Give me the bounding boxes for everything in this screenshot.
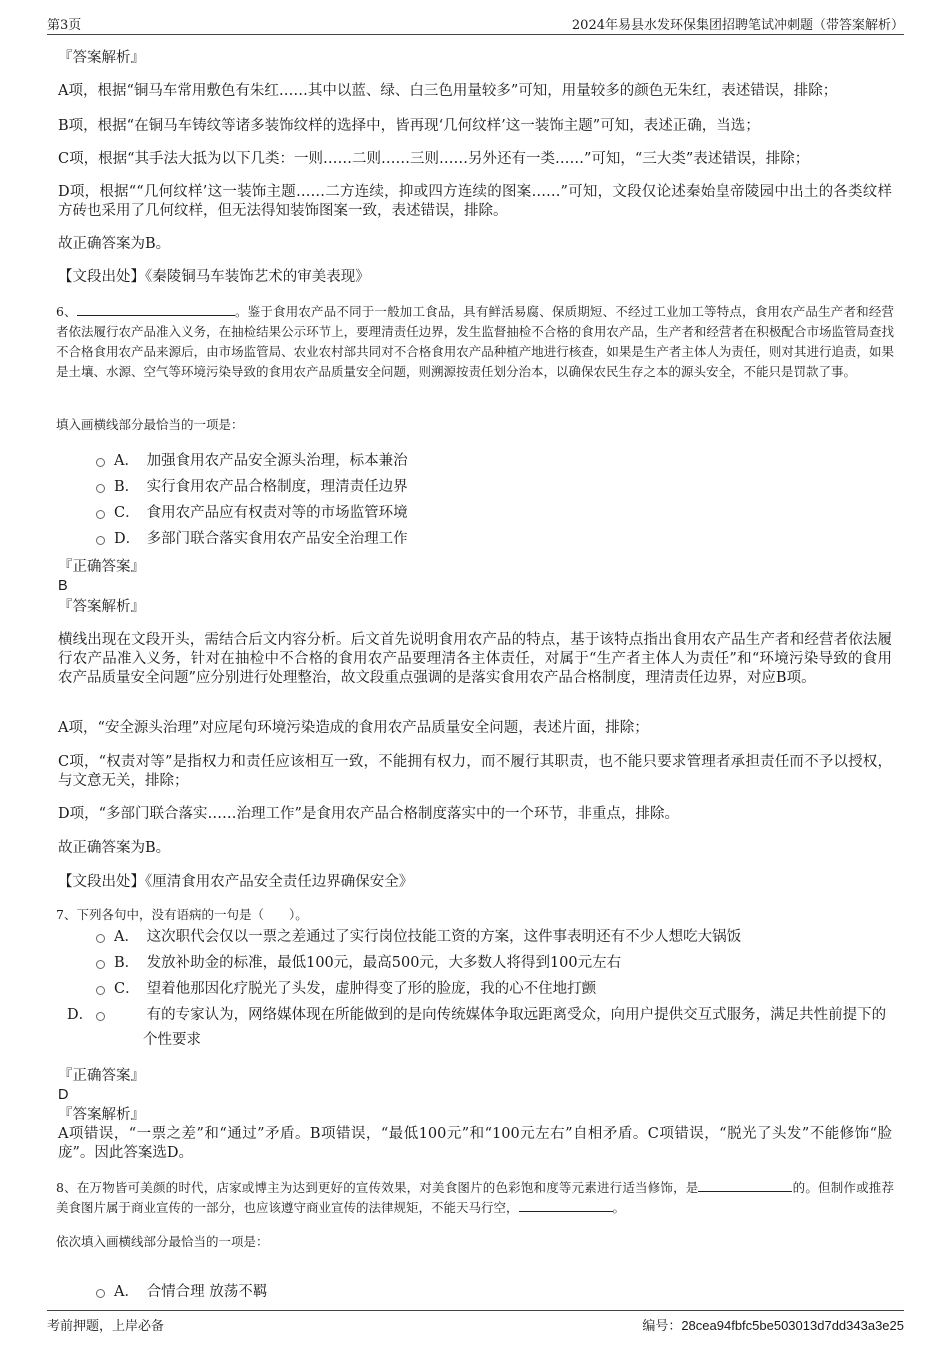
q7-answer: D <box>58 1087 69 1103</box>
q8-blank-1 <box>698 1179 792 1192</box>
q8-option-a[interactable]: A． 合情合理 放荡不羁 <box>96 1280 892 1305</box>
page-footer <box>47 1310 904 1335</box>
q5-analysis-label: 『答案解析』 <box>58 50 145 66</box>
q6-number: 6、 <box>56 304 77 319</box>
q7-answer-label: 『正确答案』 <box>58 1068 145 1084</box>
q7-option-b[interactable]: B． 发放补助金的标准，最低100元，最高500元，大多数人将得到100元左右 <box>96 951 892 976</box>
q5-source: 【文段出处】《秦陵铜马车装饰艺术的审美表现》 <box>58 269 370 285</box>
q6-blank <box>77 303 235 316</box>
q6-prompt: 填入画横线部分最恰当的一项是： <box>56 417 244 432</box>
q6-option-d[interactable]: D． 多部门联合落实食用农产品安全治理工作 <box>96 527 892 552</box>
q7-analysis-label: 『答案解析』 <box>58 1107 145 1123</box>
q6-answer-label: 『正确答案』 <box>58 559 145 575</box>
q6-option-b[interactable]: B． 实行食用农产品合格制度，理清责任边界 <box>96 475 892 500</box>
q7-option-d[interactable]: D． 有的专家认为，网络媒体现在所能做到的是向传统媒体争取远距离受众，向用户提供交互式服务，满足共性前提下的个性要求 <box>67 1007 887 1048</box>
q6-analysis-label: 『答案解析』 <box>58 599 145 615</box>
q6-option-c[interactable]: C． 食用农产品应有权责对等的市场监管环境 <box>96 501 892 526</box>
radio-icon[interactable] <box>96 510 105 519</box>
q6-stem <box>56 302 894 382</box>
q6-analysis-a: A项，“安全源头治理”对应尾句环境污染造成的食用农产品质量安全问题，表述片面，排除； <box>58 720 649 736</box>
q7-option-c[interactable]: C． 望着他那因化疗脱光了头发，虚肿得变了形的脸庞，我的心不住地打颤 <box>96 977 892 1002</box>
q5-analysis-b: B项，根据“在铜马车铸纹等诸多装饰纹样的选择中，皆再现‘几何纹样’这一装饰主题”可知，表述正确，当选； <box>58 118 760 134</box>
radio-icon[interactable] <box>96 484 105 493</box>
radio-icon[interactable] <box>96 986 105 995</box>
q6-analysis-d: D项，“多部门联合落实……治理工作”是食用农产品合格制度落实中的一个环节，非重点，排除。 <box>58 806 679 822</box>
q8-blank-2 <box>519 1199 613 1212</box>
q6-option-a[interactable]: A． 加强食用农产品安全源头治理，标本兼治 <box>96 449 892 474</box>
q5-conclusion: 故正确答案为B。 <box>58 236 171 252</box>
q6-conclusion: 故正确答案为B。 <box>58 840 171 856</box>
radio-icon[interactable] <box>96 458 105 467</box>
q6-answer: B <box>58 578 68 594</box>
document-code: 编号：28cea94fbfc5be503013d7dd343a3e25 <box>642 1318 904 1334</box>
radio-icon[interactable] <box>96 1289 105 1298</box>
radio-icon[interactable] <box>96 536 105 545</box>
q5-analysis-a: A项，根据“铜马车常用敷色有朱红……其中以蓝、绿、白三色用量较多”可知，用量较多的颜色无朱红，表述错误，排除； <box>58 83 838 99</box>
radio-icon[interactable] <box>96 960 105 969</box>
q6-stem-text: 。鉴于食用农产品不同于一般加工食品，具有鲜活易腐、保质期短、不经过工业加工等特点，食用农产品生产者和经营者依法履行农产品准入义务，在抽检结果公示环节上，要理清责任边界，发生监督抽检不合格的食用农产品，生产者和经营者在积极配合市场监管局查找不合格食用农产品来源后，由市场监管局、农业农村部共同对不合格食用农产品种植产地进行核查，如果是生产者主体人为责任，则对其进行追责，如果是土壤、水源、空气等环境污染导致的食用农产品质量安全问题，则溯源按责任划分治本，以确保农民生存之本的源头安全，不能只是罚款了事。 <box>56 304 894 379</box>
q5-analysis-c: C项，根据“其手法大抵为以下几类：一则……二则……三则……另外还有一类……”可知，“三大类”表述错误，排除； <box>58 151 810 167</box>
q7-stem: 7、下列各句中，没有语病的一句是（ ）。 <box>56 907 308 922</box>
q8-prompt: 依次填入画横线部分最恰当的一项是： <box>56 1234 269 1249</box>
document-title: 2024年易县水发环保集团招聘笔试冲刺题（带答案解析） <box>571 18 904 33</box>
q6-analysis: 横线出现在文段开头，需结合后文内容分析。后文首先说明食用农产品的特点，基于该特点指出食用农产品生产者和经营者依法履行农产品准入义务，针对在抽检中不合格的食用农产品要理清各主体责任，对属于“生产者主体人为责任”和“环境污染导致的食用农产品质量安全问题”应分别进行处理整治，故文段重点强调的是落实食用农产品合格制度，理清责任边界，对应B项。 <box>58 632 892 686</box>
footer-slogan: 考前押题，上岸必备 <box>47 1319 165 1334</box>
q8-stem: 8、在万物皆可美颜的时代，店家或博主为达到更好的宣传效果，对美食图片的色彩饱和度等元素进行适当修饰，是 的。但制作或推荐美食图片属于商业宣传的一部分，也应该遵守商业宣传的法律规矩，不能天马行空， 。 <box>56 1180 894 1215</box>
page-header <box>47 12 904 35</box>
radio-icon[interactable] <box>96 1012 105 1021</box>
q7-option-a[interactable]: A． 这次职代会仅以一票之差通过了实行岗位技能工资的方案，这件事表明还有不少人想吃大锅饭 <box>96 925 892 950</box>
q6-source: 【文段出处】《厘清食用农产品安全责任边界确保安全》 <box>58 874 414 890</box>
radio-icon[interactable] <box>96 934 105 943</box>
page-number: 第3页 <box>47 18 82 33</box>
q5-analysis-d: D项，根据““几何纹样’这一装饰主题……二方连续，抑或四方连续的图案……”可知，文段仅论述秦始皇帝陵园中出土的各类纹样方砖也采用了几何纹样，但无法得知装饰图案一致，表述错误，排除。 <box>58 184 892 219</box>
q6-analysis-c: C项，“权责对等”是指权力和责任应该相互一致，不能拥有权力，而不履行其职责，也不能只要求管理者承担责任而不予以授权，与文意无关，排除； <box>58 754 892 789</box>
q7-analysis: A项错误，“一票之差”和“通过”矛盾。B项错误，“最低100元”和“100元左右”自相矛盾。C项错误，“脱光了头发”不能修饰“脸庞”。因此答案选D。 <box>58 1126 892 1161</box>
